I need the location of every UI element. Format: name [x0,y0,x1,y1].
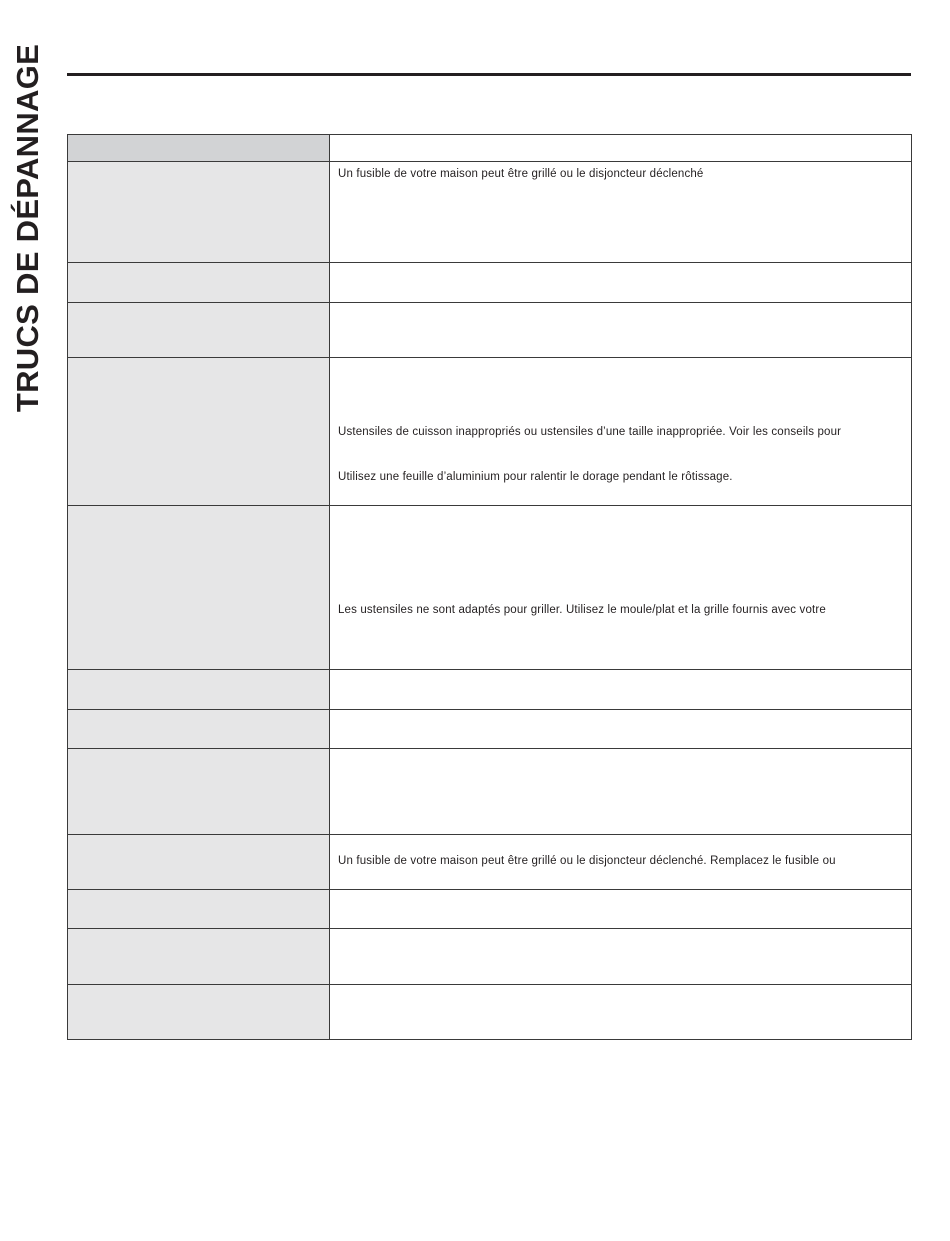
problem-cell [68,670,330,710]
problem-cell [68,162,330,263]
header-cause-cell [330,135,912,162]
problem-cell [68,749,330,835]
table-row [68,929,912,985]
cause-text: Un fusible de votre maison peut être grillé ou le disjoncteur déclenché. Remplacez le fusible ou [338,855,836,867]
table-header-row [68,135,912,162]
cause-cell [330,749,912,835]
cause-cell [330,506,912,670]
problem-cell [68,303,330,358]
cause-cell [330,890,912,929]
cause-cell [330,985,912,1040]
section-side-title [10,38,46,418]
cause-cell [330,358,912,506]
table-row [68,985,912,1040]
problem-cell [68,929,330,985]
header-problem-cell [68,135,330,162]
table-row [68,303,912,358]
problem-cell [68,985,330,1040]
cause-text: Ustensiles de cuisson inappropriés ou ustensiles d’une taille inappropriée. Voir les conseils pour [338,426,842,438]
cause-text: Les ustensiles ne sont adaptés pour griller. Utilisez le moule/plat et la grille fournis avec votre [338,604,826,616]
problem-cell [68,835,330,890]
section-title-text: TRUCS DE DÉPANNAGE [10,43,45,413]
cause-text: Un fusible de votre maison peut être grillé ou le disjoncteur déclenché [338,168,704,180]
table-row [68,263,912,303]
cause-cell [330,263,912,303]
cause-cell [330,303,912,358]
table-row [68,835,912,890]
troubleshooting-table [67,134,912,1040]
cause-cell [330,670,912,710]
cause-cell [330,162,912,263]
top-rule [67,73,911,76]
table-row [68,890,912,929]
problem-cell [68,506,330,670]
table-row [68,358,912,506]
problem-cell [68,890,330,929]
table-row [68,670,912,710]
problem-cell [68,358,330,506]
table-row [68,506,912,670]
table-row [68,749,912,835]
problem-cell [68,263,330,303]
cause-text: Utilisez une feuille d’aluminium pour ralentir le dorage pendant le rôtissage. [338,471,733,483]
cause-cell [330,710,912,749]
problem-cell [68,710,330,749]
cause-cell [330,835,912,890]
cause-cell [330,929,912,985]
table-row [68,710,912,749]
table-row [68,162,912,263]
